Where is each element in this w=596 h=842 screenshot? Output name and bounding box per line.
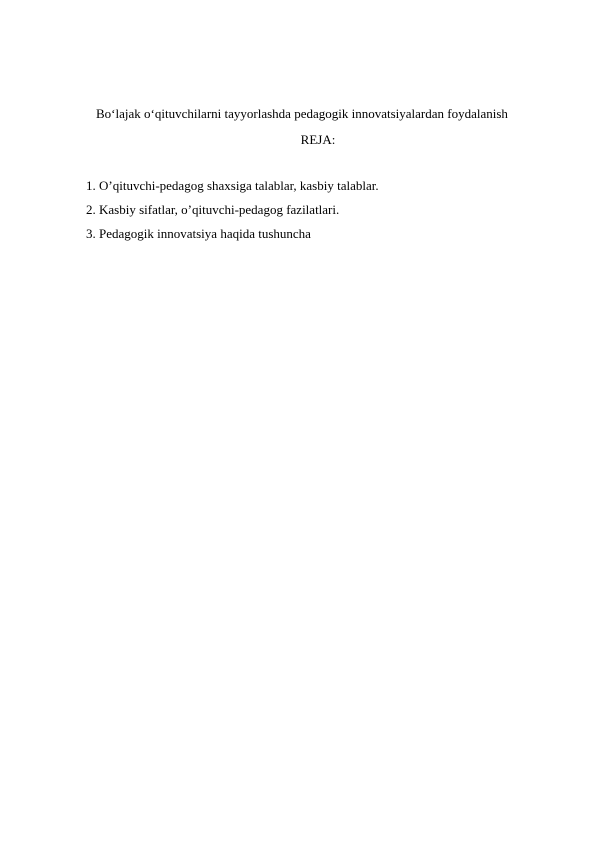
plan-item-2: 2. Kasbiy sifatlar, o’qituvchi-pedagog fazilatlari. xyxy=(86,202,340,217)
plan-item-3: 3. Pedagogik innovatsiya haqida tushuncha xyxy=(86,226,311,241)
plan-heading: REJA: xyxy=(300,132,336,147)
plan-item-1: 1. O’qituvchi-pedagog shaxsiga talablar, kasbiy talablar. xyxy=(86,178,379,193)
document-title: Bo‘lajak o‘qituvchilarni tayyorlashda pedagogik innovatsiyalardan foydalanish xyxy=(96,106,508,121)
plan-list xyxy=(86,178,379,250)
